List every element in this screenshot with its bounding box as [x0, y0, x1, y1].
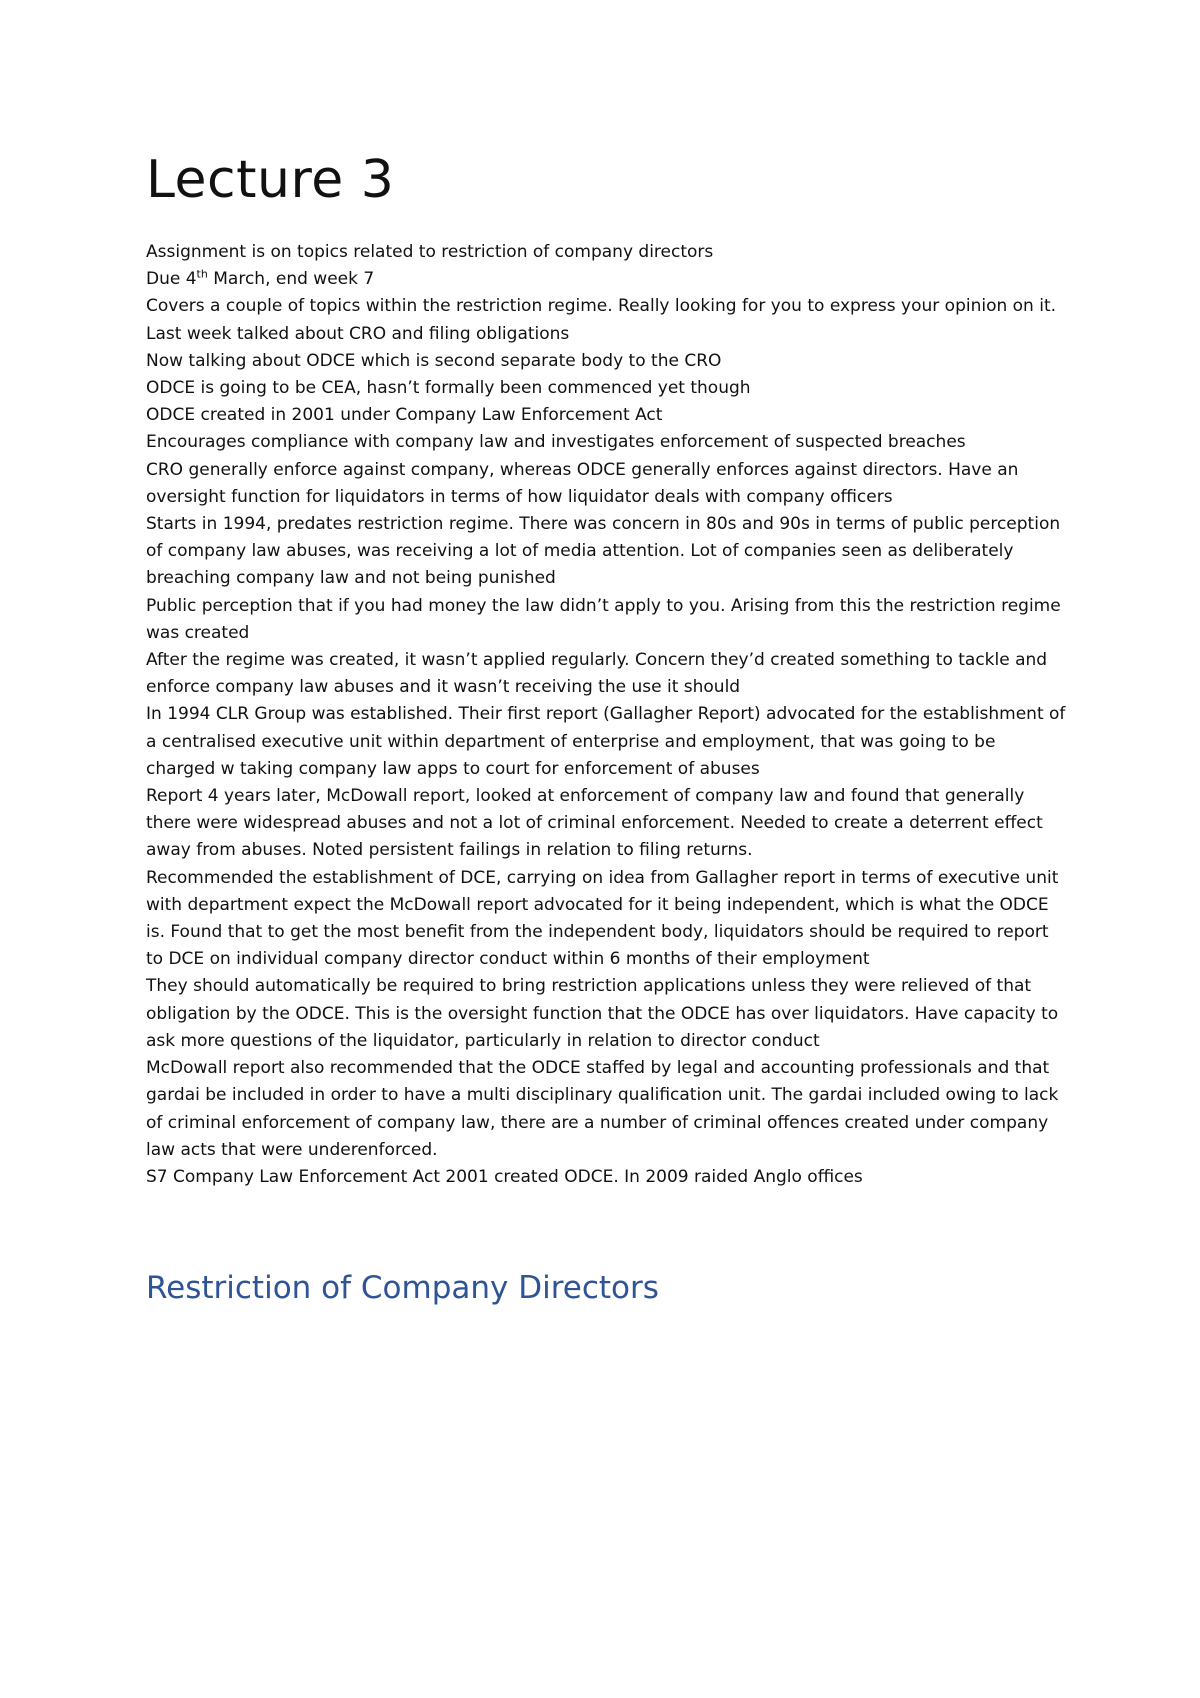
document-body	[146, 239, 1070, 1191]
paragraph-2-after: March, end week 7	[207, 269, 375, 290]
page-title: Lecture 3	[146, 150, 395, 210]
section-heading: Restriction of Company Directors	[146, 1270, 659, 1306]
paragraph-9: CRO generally enforce against company, whereas ODCE generally enforces against directors. Have an oversight function for liquidators in terms of how liquidator deals with company officers	[146, 459, 1019, 507]
paragraph-11: Public perception that if you had money the law didn’t apply to you. Arising from this the restriction regime was created	[146, 595, 1061, 643]
paragraph-7: ODCE created in 2001 under Company Law Enforcement Act	[146, 405, 663, 426]
paragraph-2	[146, 266, 1070, 293]
paragraph-16: They should automatically be required to bring restriction applications unless they were relieved of that obligation by the ODCE. This is the oversight function that the ODCE has over liquidators. Have capacity to ask more questions of the liquidator, particularly in relation to director conduct	[146, 976, 1059, 1051]
paragraph-4: Last week talked about CRO and filing obligations	[146, 323, 570, 344]
paragraph-6: ODCE is going to be CEA, hasn’t formally been commenced yet though	[146, 378, 751, 399]
paragraph-1: Assignment is on topics related to restriction of company directors	[146, 242, 714, 262]
paragraph-3: Covers a couple of topics within the restriction regime. Really looking for you to express your opinion on it.	[146, 296, 1057, 317]
paragraph-13: In 1994 CLR Group was established. Their first report (Gallagher Report) advocated for the establishment of a centralised executive unit within department of enterprise and employment, that was going to be charged w taking company law apps to court for enforcement of abuses	[146, 704, 1066, 779]
paragraph-8: Encourages compliance with company law and investigates enforcement of suspected breaches	[146, 432, 966, 453]
paragraph-17: McDowall report also recommended that the ODCE staffed by legal and accounting professionals and that gardai be included in order to have a multi disciplinary qualification unit. The gardai included owing to lack of criminal enforcement of company law, there are a number of criminal offences created under company law acts that were underenforced.	[146, 1058, 1059, 1160]
paragraph-2-before: Due 4	[146, 269, 197, 290]
paragraph-14: Report 4 years later, McDowall report, looked at enforcement of company law and found that generally there were widespread abuses and not a lot of criminal enforcement. Needed to create a deterrent effect away from abuses. Noted persistent failings in relation to filing returns.	[146, 786, 1043, 861]
paragraph-2-superscript: th	[196, 267, 208, 281]
paragraph-18: S7 Company Law Enforcement Act 2001 created ODCE. In 2009 raided Anglo offices	[146, 1166, 863, 1187]
paragraph-5: Now talking about ODCE which is second separate body to the CRO	[146, 350, 722, 371]
paragraph-15: Recommended the establishment of DCE, carrying on idea from Gallagher report in terms of executive unit with department expect the McDowall report advocated for it being independent, which is what the ODCE is. Found that to get the most benefit from the independent body, liquidators should be required to report to DCE on individual company director conduct within 6 months of their employment	[146, 867, 1059, 970]
paragraph-12: After the regime was created, it wasn’t applied regularly. Concern they’d created something to tackle and enforce company law abuses and it wasn’t receiving the use it should	[146, 650, 1048, 698]
paragraph-10: Starts in 1994, predates restriction regime. There was concern in 80s and 90s in terms of public perception of company law abuses, was receiving a lot of media attention. Lot of companies seen as deliberately breaching company law and not being punished	[146, 514, 1061, 589]
